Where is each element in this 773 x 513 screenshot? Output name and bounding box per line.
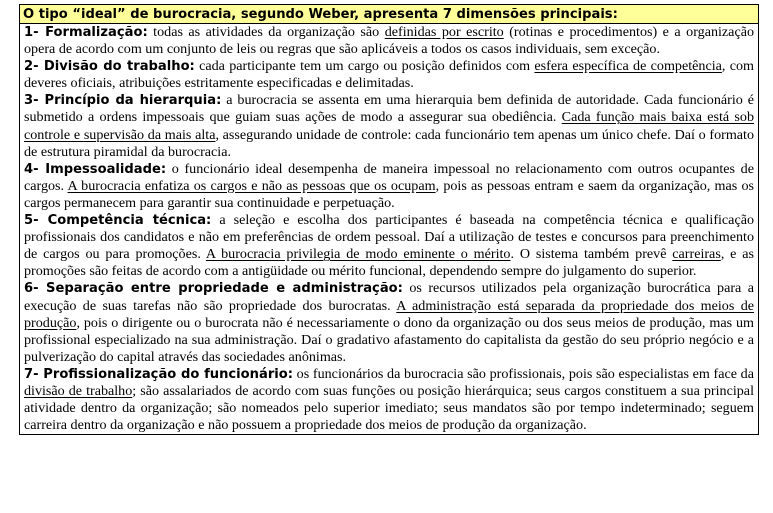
- body-text: todas as atividades da organização são: [147, 24, 385, 40]
- body-text: os funcionários da burocracia são profissionais, pois são especialistas em face da: [293, 365, 754, 382]
- underlined-text: Cada função mais baixa está sob controle e supervisão da mais alta: [24, 109, 754, 143]
- underlined-text: A burocracia enfatiza os cargos e não as pessoas que os ocupam: [67, 177, 436, 194]
- body-text: os recursos utilizados pela organização burocrática para a execução de suas tarefas não são propriedade dos burocratas.: [24, 280, 754, 314]
- body-text: , assegurando unidade de controle: cada funcionário tem apenas um único chefe. Daí o formato de estrutura piramidal da burocracia.: [24, 126, 754, 160]
- underlined-text: divisão de trabalho: [24, 382, 133, 399]
- body-text: a seleção e escolha dos participantes é baseada na competência técnica e qualificação profissionais dos candidatos e não em preferências de ordem pessoal. Daí a utilização de testes e concursos para preenchimento de cargos ou para promoções.: [24, 212, 754, 263]
- dimension-item: [24, 280, 754, 365]
- body-text: , pois o dirigente ou o burocrata não é necessariamente o dono da organização ou dos seus meios de produção, mas um profissional especializado na sua administração. Daí o gradativo afastamento do capitalista da gestão do seu próprio negócio e a pulverização do capital através das sociedades anônimas.: [24, 314, 754, 365]
- body-text: ; são assalariados de acordo com suas funções ou posição hierárquica; seus cargos constituem a sua principal atividade dentro da organização; são nomeados pelo superior imediato; seus mandatos são por tempo indeterminado; seguem carreira dentro da organização e não possuem a propriedade dos meios de produção da organização.: [24, 382, 754, 434]
- body-text: o funcionário ideal desempenha de maneira impessoal no relacionamento com outros ocupantes de cargos.: [24, 160, 754, 194]
- body-text: , pois as pessoas entram e saem da organização, mas os cargos permanecem para garantir sua continuidade e perpetuação.: [24, 177, 754, 211]
- body-text: a burocracia se assenta em uma hierarquia bem definida de autoridade. Cada funcionário é submetido a ordens impessoais que guiam suas ações de modo a assegurar sua obediência.: [24, 92, 754, 126]
- body-text: cada participante tem um cargo ou posição definidos com: [194, 58, 535, 75]
- dimension-item: [24, 92, 754, 160]
- dimension-title: 4- Impessoalidade:: [24, 161, 167, 177]
- dimension-item: [24, 366, 754, 434]
- body-text: . O sistema também prevê: [510, 246, 673, 263]
- dimension-item: [24, 58, 754, 92]
- dimension-item: [24, 212, 754, 280]
- body-text: (rotinas e procedimentos) e a organização opera de acordo com um conjunto de leis ou regras que são aplicáveis a todos os casos individuais, sem exceção.: [24, 24, 754, 58]
- dimension-title: 7- Profissionalização do funcionário:: [24, 366, 293, 382]
- dimension-title: 2- Divisão do trabalho:: [24, 59, 195, 75]
- body-text: , e as promoções são feitas de acordo com a antigüidade ou mérito funcional, dependendo sempre do julgamento do superior.: [24, 246, 754, 280]
- underlined-text: carreiras: [672, 246, 721, 263]
- dimension-title: 1- Formalização:: [24, 25, 148, 40]
- underlined-text: A administração está separada da propriedade dos meios de produção: [24, 297, 754, 331]
- dimension-title: 5- Competência técnica:: [24, 213, 212, 229]
- box-title: O tipo “ideal” de burocracia, segundo Weber, apresenta 7 dimensões principais:: [20, 5, 758, 24]
- dimension-title: 6- Separação entre propriedade e administração:: [24, 281, 403, 297]
- underlined-text: A burocracia privilegia de modo eminente o mérito: [205, 246, 511, 263]
- dimension-item: [24, 161, 754, 212]
- weber-bureaucracy-box: [19, 4, 759, 435]
- dimension-list: [20, 24, 758, 434]
- dimension-item: [24, 24, 754, 58]
- body-text: , com deveres oficiais, atribuições estritamente especificadas e delimitadas.: [24, 58, 755, 92]
- dimension-title: 3- Princípio da hierarquia:: [24, 93, 222, 109]
- underlined-text: esfera específica de competência: [534, 58, 722, 75]
- underlined-text: definidas por escrito: [384, 24, 504, 40]
